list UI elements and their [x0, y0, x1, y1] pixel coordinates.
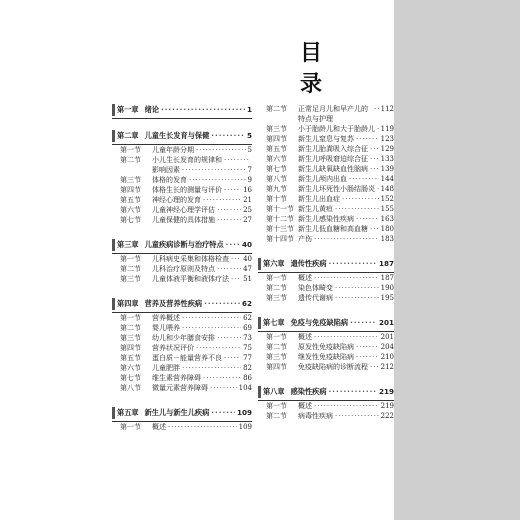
- toc-section-row: [112, 195, 252, 205]
- section-label: 第八节: [120, 384, 141, 392]
- section-title: 儿科治疗原则及特点: [152, 265, 215, 273]
- toc-chapter-row: [112, 130, 252, 142]
- section-label: 第十一节: [266, 205, 294, 213]
- section-title: 新生儿缺氧缺血性脑病: [298, 165, 368, 173]
- right-gray-band: [394, 0, 520, 520]
- section-title: 儿童体液平衡和液体疗法: [152, 275, 229, 283]
- section-label: 第六节: [120, 364, 141, 372]
- dot-leader: [196, 343, 241, 353]
- toc-section-row: [112, 205, 252, 215]
- dot-leader: [217, 333, 241, 343]
- section-label: 第一节: [266, 274, 287, 282]
- dot-leader: [314, 332, 379, 342]
- page-number: 82: [243, 364, 252, 372]
- section-title: 遗传代谢病: [298, 294, 333, 302]
- dot-leader: [314, 273, 379, 283]
- section-label: 第十二节: [266, 215, 294, 223]
- toc-section-row: [258, 411, 394, 421]
- section-label: 第四节: [120, 344, 141, 352]
- toc-section-row: [112, 274, 252, 284]
- chapter-title: 儿童疾病诊断与治疗特点: [144, 240, 224, 249]
- toc-section-row: [258, 332, 394, 342]
- section-label: 第二节: [120, 324, 141, 332]
- toc-section-row: [258, 134, 394, 144]
- toc-chapter-row: [258, 386, 394, 398]
- toc-section-row: [258, 154, 394, 164]
- section-label: 第三节: [120, 275, 141, 283]
- chapter-label: 第二章: [117, 131, 139, 140]
- dot-leader: [211, 131, 245, 141]
- section-title: 继发性免疫缺陷病: [298, 353, 354, 361]
- dot-leader: [226, 240, 240, 250]
- section-title: 新生儿坏死性小肠结肠炎: [298, 185, 375, 193]
- page-number: 47: [243, 265, 252, 273]
- page-number: 129: [380, 145, 394, 153]
- section-title: 概述: [298, 274, 312, 282]
- page-number: 51: [243, 275, 252, 283]
- page-number: 219: [378, 387, 394, 396]
- dot-leader: [314, 401, 379, 411]
- page-number: 109: [236, 408, 252, 417]
- section-title: 影响因素: [152, 166, 180, 174]
- page-number: 5: [246, 131, 252, 140]
- section-label: 第五节: [266, 145, 287, 153]
- toc-section-continuation: [112, 165, 252, 175]
- toc-section-row: [258, 124, 394, 134]
- section-label: 第四节: [266, 135, 287, 143]
- toc-section-row: [258, 194, 394, 204]
- page-number: 222: [380, 412, 394, 420]
- section-title: 新生儿黄疸: [298, 205, 333, 213]
- toc-section-row: [258, 234, 394, 244]
- section-title: 概述: [152, 423, 166, 431]
- section-label: 第三节: [266, 125, 287, 133]
- dot-leader: [370, 154, 379, 164]
- page-number: 187: [378, 259, 394, 268]
- chapter-label: 第八章: [263, 387, 285, 396]
- toc-section-row: [258, 401, 394, 411]
- section-label: 第三节: [266, 294, 287, 302]
- dot-leader: [356, 134, 379, 144]
- dot-leader: [203, 195, 241, 205]
- section-label: 第十四节: [266, 235, 294, 243]
- dot-leader: [189, 175, 246, 185]
- chapter-title: 营养及营养性疾病: [144, 299, 203, 308]
- section-label: 第一节: [120, 314, 141, 322]
- toc-section-row: [258, 184, 394, 194]
- page-number: 77: [243, 354, 252, 362]
- dot-leader: [356, 342, 379, 352]
- section-title: 蛋白质－能量营养不良: [152, 354, 222, 362]
- page-number: 40: [241, 240, 252, 249]
- dot-leader: [203, 373, 241, 383]
- dot-leader: [204, 299, 240, 309]
- section-title: 体格的发育: [152, 176, 187, 184]
- section-label: 第六节: [266, 155, 287, 163]
- page-number: 123: [380, 135, 394, 143]
- dot-leader: [168, 422, 237, 432]
- section-title: 维生素营养障碍: [152, 374, 201, 382]
- page-number: 73: [243, 334, 252, 342]
- toc-section-row: [258, 273, 394, 283]
- toc-section-row: [258, 362, 394, 372]
- dot-leader: [377, 124, 379, 134]
- dot-leader: [182, 165, 246, 175]
- page-number: 62: [241, 299, 252, 308]
- page-number: 21: [243, 196, 252, 204]
- section-title: 体格生长的测量与评价: [152, 186, 222, 194]
- toc-section-row: [112, 422, 252, 432]
- section-label: 第六节: [120, 206, 141, 214]
- chapter-label: 第三章: [117, 240, 139, 249]
- page-number: 133: [380, 155, 394, 163]
- section-label: 第九节: [266, 185, 287, 193]
- page-number: 212: [380, 363, 394, 371]
- toc-section-row: [258, 104, 394, 124]
- section-label: 第二节: [266, 284, 287, 292]
- page-number: 27: [243, 216, 252, 224]
- page-number: 148: [380, 185, 394, 193]
- toc-section-row: [258, 214, 394, 224]
- section-label: 第三节: [266, 353, 287, 361]
- chapter-title: 免疫与免疫缺陷病: [290, 318, 349, 327]
- page-number: 112: [380, 105, 394, 113]
- toc-section-row: [112, 254, 252, 264]
- chapter-label: 第四章: [117, 299, 139, 308]
- dot-leader: [335, 204, 379, 214]
- dot-leader: [217, 205, 241, 215]
- dot-leader: [329, 259, 377, 269]
- toc-section-row: [258, 293, 394, 303]
- chapter-label: 第一章: [117, 105, 139, 114]
- dot-leader: [161, 105, 245, 115]
- section-title: 儿童保健的具体措施: [152, 216, 215, 224]
- page-number: 9: [247, 176, 252, 184]
- page-number: 163: [380, 215, 394, 223]
- toc-section-row: [258, 144, 394, 154]
- toc-section-row: [112, 175, 252, 185]
- section-title: 神经心理的发育: [152, 196, 201, 204]
- section-label: 第五节: [120, 354, 141, 362]
- section-title: 儿童肥胖: [152, 364, 180, 372]
- section-label: 第一节: [120, 423, 141, 431]
- section-title: 染色体畸变: [298, 284, 333, 292]
- chapter-label: 第五章: [117, 408, 139, 417]
- toc-right-column: [258, 104, 394, 421]
- section-title: 儿童年龄分期: [152, 146, 194, 154]
- section-label: 第七节: [120, 216, 141, 224]
- section-label: 第一节: [266, 333, 287, 341]
- page-number: 180: [380, 225, 394, 233]
- section-label: 第二节: [266, 343, 287, 351]
- section-label: 第五节: [120, 196, 141, 204]
- section-label: 第一节: [266, 402, 287, 410]
- toc-section-row: [258, 224, 394, 234]
- page-number: 119: [380, 125, 394, 133]
- page-number: 155: [380, 205, 394, 213]
- page-number: 16: [243, 186, 252, 194]
- section-title: 新生儿颅内出血: [298, 175, 347, 183]
- chapter-title: 遗传性疾病: [290, 259, 327, 268]
- dot-leader: [182, 363, 241, 373]
- toc-chapter-row: [112, 298, 252, 310]
- dot-leader: [342, 194, 379, 204]
- page-number: 190: [380, 284, 394, 292]
- dot-leader: [370, 362, 379, 372]
- toc-section-row: [112, 383, 252, 393]
- toc-left-column: [112, 104, 252, 432]
- page-number: 104: [238, 384, 252, 392]
- section-title: 概述: [298, 333, 312, 341]
- toc-section-row: [112, 185, 252, 195]
- section-title: 正常足月儿和早产儿的特点与护理: [298, 105, 368, 123]
- dot-leader: [182, 323, 241, 333]
- chapter-title: 新生儿与新生儿疾病: [144, 408, 210, 417]
- section-title: 幼儿和少年膳食安排: [152, 334, 215, 342]
- section-title: 新生儿低血糖和高血糖: [298, 225, 368, 233]
- chapter-label: 第七章: [263, 318, 285, 327]
- section-label: 第二节: [120, 156, 141, 164]
- section-title: 概述: [298, 402, 312, 410]
- toc-section-row: [112, 264, 252, 274]
- chapter-title: 绪论: [144, 105, 159, 114]
- dot-leader: [374, 104, 379, 114]
- toc-chapter-row: [112, 104, 252, 116]
- dot-leader: [335, 411, 379, 421]
- page-number: 86: [243, 374, 252, 382]
- section-label: 第四节: [120, 186, 141, 194]
- dot-leader: [335, 293, 379, 303]
- section-title: 新生儿呼吸窘迫综合征: [298, 155, 368, 163]
- toc-section-row: [258, 174, 394, 184]
- dot-leader: [335, 283, 379, 293]
- dot-leader: [370, 224, 379, 234]
- page-number: 144: [380, 175, 394, 183]
- page-number: 201: [378, 318, 394, 327]
- toc-section-row: [112, 145, 252, 155]
- section-label: 第三节: [120, 334, 141, 342]
- section-title: 儿童神经心理学评估: [152, 206, 215, 214]
- toc-chapter-row: [258, 317, 394, 329]
- dot-leader: [217, 215, 241, 225]
- toc-section-row: [112, 155, 252, 165]
- page-number: 201: [380, 333, 394, 341]
- section-title: 病毒性疾病: [298, 412, 333, 420]
- page-number: 7: [247, 166, 252, 174]
- section-label: 第四节: [266, 363, 287, 371]
- section-title: 产伤: [298, 235, 312, 243]
- toc-section-row: [112, 373, 252, 383]
- toc-chapter-row: [258, 258, 394, 270]
- section-title: 新生儿感染性疾病: [298, 215, 354, 223]
- toc-chapter-row: [112, 239, 252, 251]
- section-label: 第十节: [266, 195, 287, 203]
- dot-leader: [350, 318, 377, 328]
- dot-leader: [210, 383, 237, 393]
- section-label: 第二节: [120, 265, 141, 273]
- chapter-title: 感染性疾病: [290, 387, 327, 396]
- dot-leader: [224, 185, 241, 195]
- page-number: 62: [243, 314, 252, 322]
- dot-leader: [231, 254, 241, 264]
- section-title: 新生儿窒息与复苏: [298, 135, 354, 143]
- toc-section-row: [112, 323, 252, 333]
- toc-section-row: [112, 333, 252, 343]
- section-title: 婴儿喂养: [152, 324, 180, 332]
- page-number: 187: [380, 274, 394, 282]
- section-title: 小儿生长发育的规律和: [152, 156, 222, 164]
- page-title: 目 录: [300, 41, 349, 97]
- section-title: 小于胎龄儿和大于胎龄儿: [298, 125, 375, 133]
- dot-leader: [217, 264, 241, 274]
- dot-leader: [231, 274, 241, 284]
- page-number: 5: [247, 146, 252, 154]
- toc-section-row: [112, 343, 252, 353]
- page-number: 152: [380, 195, 394, 203]
- section-label: 第八节: [266, 175, 287, 183]
- toc-section-row: [258, 164, 394, 174]
- page-number: 1: [246, 105, 252, 114]
- section-title: 营养概述: [152, 314, 180, 322]
- section-title: 儿科病史采集和体格检查: [152, 255, 229, 263]
- page-number: 25: [243, 206, 252, 214]
- page-number: 109: [238, 423, 252, 431]
- section-title: 原发性免疫缺陷病: [298, 343, 354, 351]
- section-label: 第三节: [120, 176, 141, 184]
- section-label: 第一节: [120, 146, 141, 154]
- toc-section-row: [258, 204, 394, 214]
- page-number: 204: [380, 343, 394, 351]
- page-number: 210: [380, 353, 394, 361]
- toc-section-row: [112, 215, 252, 225]
- toc-chapter-row: [112, 407, 252, 419]
- dot-leader: [196, 145, 246, 155]
- section-label: 第十三节: [266, 225, 294, 233]
- dot-leader: [211, 408, 235, 418]
- page-number: 75: [243, 344, 252, 352]
- section-title: 新生儿出血症: [298, 195, 340, 203]
- blank-leader: [224, 155, 250, 165]
- page-number: 139: [380, 165, 394, 173]
- chapter-title: 儿童生长发育与保健: [144, 131, 210, 140]
- dot-leader: [314, 234, 379, 244]
- toc-section-row: [258, 352, 394, 362]
- section-label: 第七节: [120, 374, 141, 382]
- section-title: 微量元素营养障碍: [152, 384, 208, 392]
- section-label: 第二节: [266, 412, 287, 420]
- toc-section-row: [258, 342, 394, 352]
- section-title: 新生儿胎粪吸入综合征: [298, 145, 368, 153]
- toc-section-row: [112, 353, 252, 363]
- dot-leader: [224, 353, 241, 363]
- dot-leader: [370, 144, 379, 154]
- page-number: 69: [243, 324, 252, 332]
- dot-leader: [370, 164, 379, 174]
- dot-leader: [349, 174, 379, 184]
- dot-leader: [329, 387, 377, 397]
- section-title: 营养状况评价: [152, 344, 194, 352]
- dot-leader: [356, 214, 379, 224]
- page-number: 219: [380, 402, 394, 410]
- page-number: 40: [243, 255, 252, 263]
- dot-leader: [182, 313, 241, 323]
- page-number: 195: [380, 294, 394, 302]
- section-title: 免疫缺陷病的诊断流程: [298, 363, 368, 371]
- dot-leader: [377, 184, 379, 194]
- section-label: 第二节: [266, 105, 287, 113]
- toc-section-row: [258, 283, 394, 293]
- dot-leader: [356, 352, 379, 362]
- toc-section-row: [112, 363, 252, 373]
- page-number: 183: [380, 235, 394, 243]
- section-label: 第七节: [266, 165, 287, 173]
- chapter-label: 第六章: [263, 259, 285, 268]
- section-label: 第一节: [120, 255, 141, 263]
- toc-section-row: [112, 313, 252, 323]
